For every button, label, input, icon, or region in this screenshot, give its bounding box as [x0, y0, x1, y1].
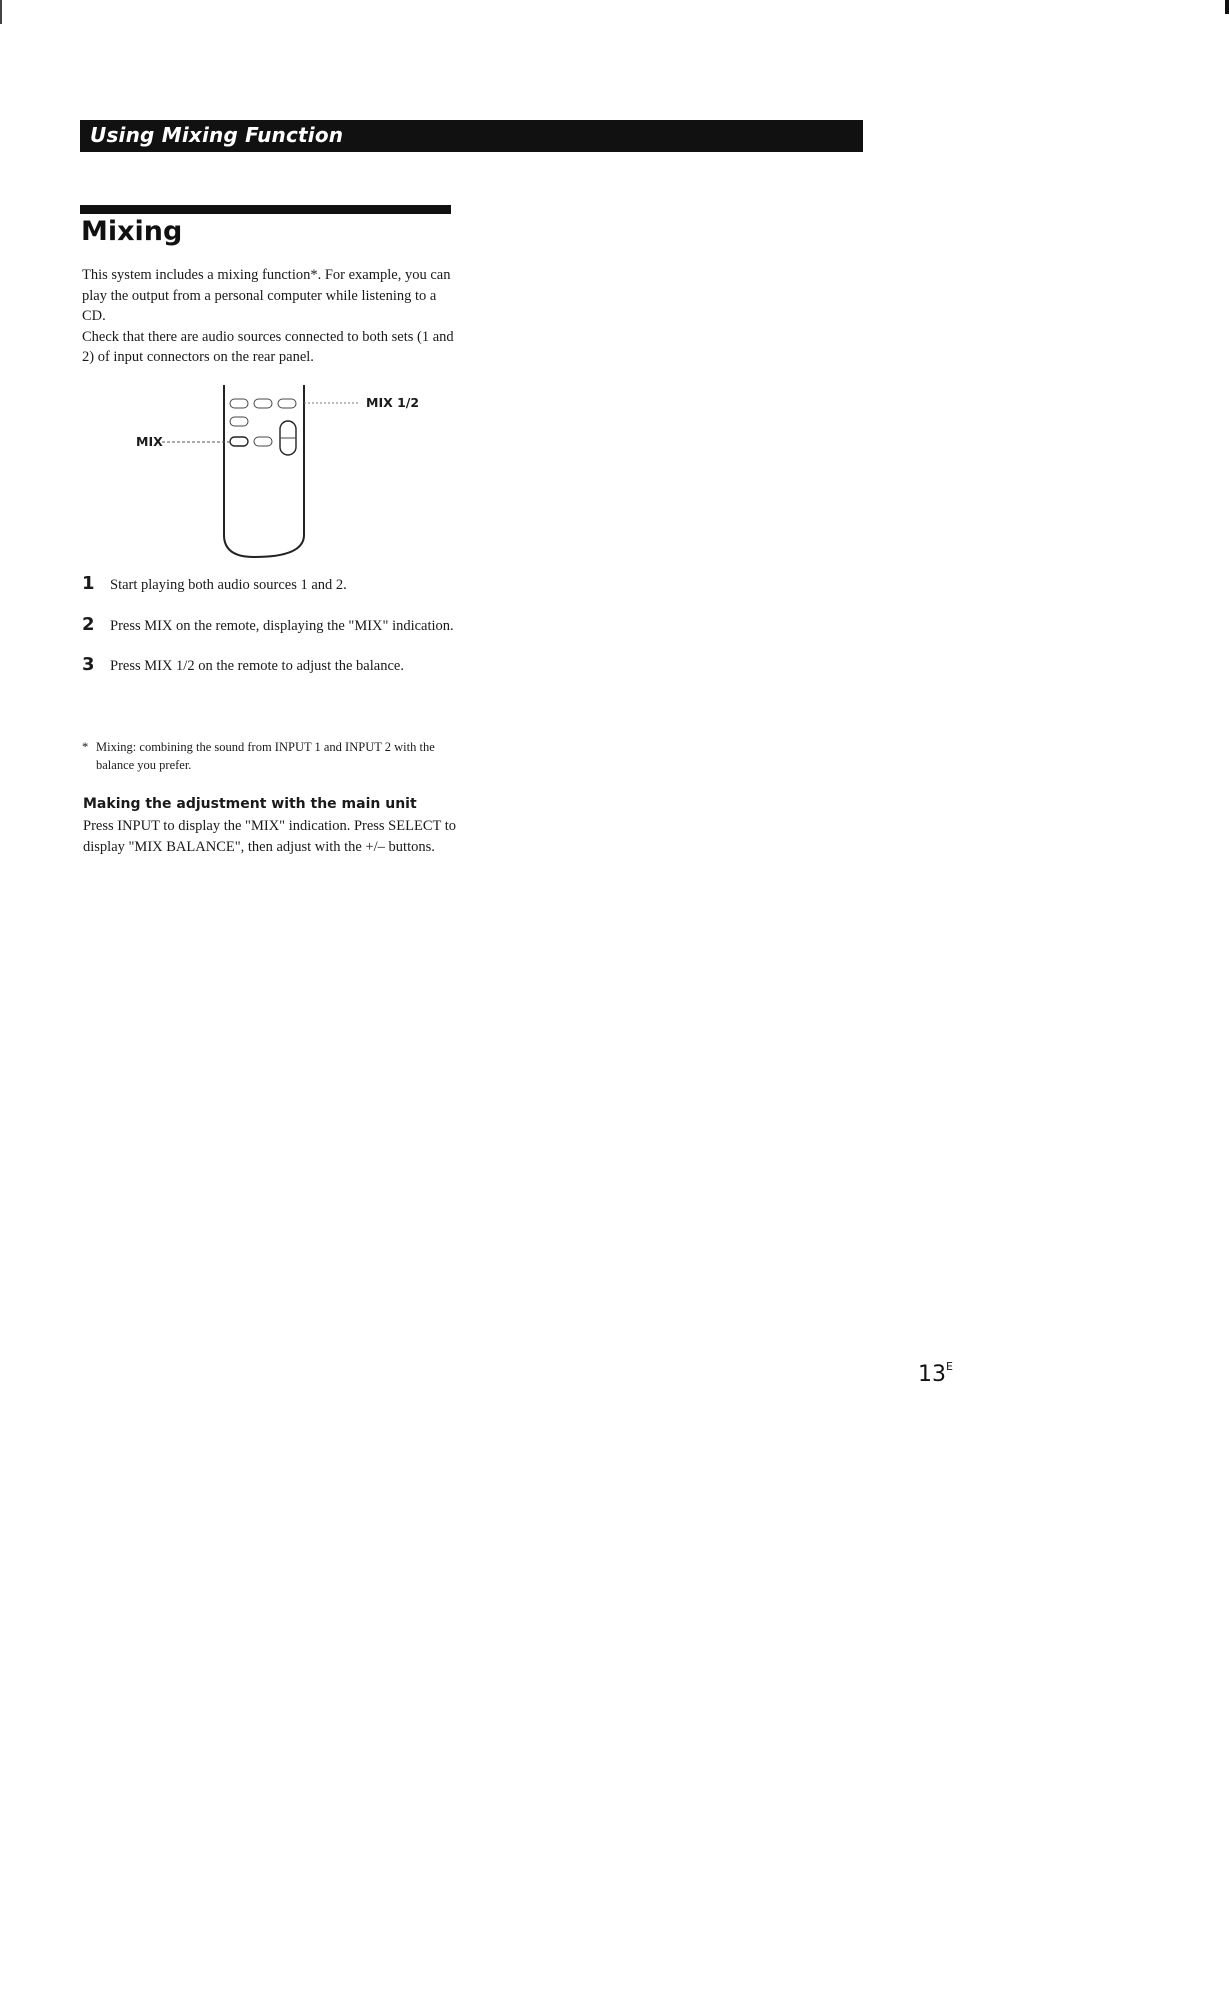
mix12-label: MIX 1/2	[366, 395, 420, 410]
step-number: 3	[82, 654, 95, 675]
main-unit-heading: Making the adjustment with the main unit	[83, 796, 417, 812]
step-item	[82, 613, 462, 637]
step-text: Start playing both audio sources 1 and 2.	[110, 577, 347, 593]
remote-button	[230, 417, 248, 426]
remote-body-outline	[224, 385, 304, 557]
step-list	[82, 575, 462, 697]
mix-label: MIX	[136, 434, 163, 449]
scan-edge-mark	[1225, 0, 1229, 14]
footnote	[82, 738, 462, 774]
heading-rule	[80, 205, 451, 214]
main-unit-text: Press INPUT to display the "MIX" indication. Press SELECT to display "MIX BALANCE", then adjust with the +/– buttons.	[83, 818, 456, 855]
remote-diagram	[120, 385, 480, 565]
intro-paragraph: Check that there are audio sources connected to both sets (1 and 2) of input connectors on the rear panel.	[82, 328, 454, 365]
remote-button	[254, 437, 272, 446]
remote-button	[278, 399, 296, 408]
remote-control-illustration	[120, 385, 480, 565]
step-number: 2	[82, 613, 95, 635]
scan-edge-mark	[0, 0, 2, 24]
step-number: 1	[82, 573, 95, 594]
step-text: Press MIX on the remote, displaying the "MIX" indication.	[110, 617, 454, 634]
step-text: Press MIX 1/2 on the remote to adjust the balance.	[110, 658, 404, 674]
remote-button	[230, 399, 248, 408]
page-heading: Mixing	[81, 216, 183, 247]
step-item	[82, 575, 462, 596]
intro-text	[82, 265, 458, 368]
step-item	[82, 656, 462, 677]
page-number-value: 13	[918, 1362, 946, 1387]
mix-button	[230, 437, 248, 446]
page-number	[918, 1362, 953, 1387]
intro-paragraph: This system includes a mixing function*. For example, you can play the output from a personal computer while listening to a CD.	[82, 267, 451, 324]
remote-button	[254, 399, 272, 408]
section-title: Using Mixing Function	[90, 123, 344, 147]
footnote-text: Mixing: combining the sound from INPUT 1 and INPUT 2 with the balance you prefer.	[96, 740, 435, 772]
footnote-mark: *	[82, 740, 89, 754]
page-number-suffix: E	[946, 1360, 953, 1373]
section-header-bar	[80, 120, 863, 152]
